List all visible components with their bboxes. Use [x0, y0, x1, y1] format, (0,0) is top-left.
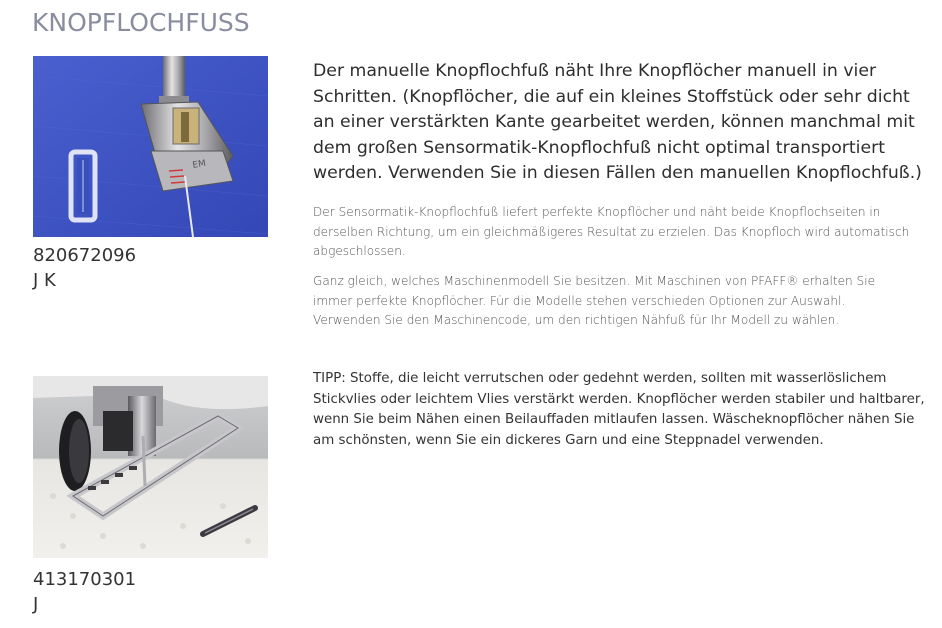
product-number: 413170301: [33, 569, 137, 590]
sensormatic-buttonhole-foot-photo: [33, 376, 268, 558]
svg-text:EM: EM: [191, 158, 207, 171]
product-code-1: [33, 243, 136, 293]
machine-code-paragraph: Ganz gleich, welches Maschinenmodell Sie besitzen. Mit Maschinen von PFAFF® erhalten Sie immer perfekte Knopflöcher. Für die Modelle stehen verschieden Optionen zur Auswahl. Verwenden Sie den Maschinencode, um den richtigen Nähfuß für Ihr Modell zu wählen.: [313, 274, 876, 328]
page-title: KNOPFLOCHFUSS: [32, 8, 250, 37]
tip-paragraph: TIPP: Stoffe, die leicht verrutschen oder gedehnt werden, sollten mit wasserlöslichem Stickvlies oder leichtem Vlies verstärkt werden. Knopflöcher werden stabiler und haltbarer, wenn Sie beim Nähen einen Beilauffaden mitlaufen lassen. Wäscheknopflöcher nähen Sie am schönsten, wenn Sie ein dickeres Garn und eine Steppnadel verwenden.: [313, 371, 925, 448]
product-code-2: [33, 567, 136, 617]
sensormatic-paragraph: Der Sensormatik-Knopflochfuß liefert perfekte Knopflöcher und näht beide Knopflochseiten in derselben Richtung, um ein gleichmäßigeres Resultat zu erzielen. Das Knopfloch wird automatisch abgeschlossen.: [313, 205, 910, 259]
manual-buttonhole-foot-photo: [33, 56, 268, 237]
product-number: 820672096: [33, 245, 137, 266]
machine-letters: J: [33, 594, 39, 615]
machine-letters: J K: [33, 270, 56, 291]
lead-paragraph: Der manuelle Knopflochfuß näht Ihre Knopflöcher manuell in vier Schritten. (Knopflöcher, die auf ein kleines Stoffstück oder sehr dicht an einer verstärkten Kante gearbeitet werden, können manchmal mit dem großen Sensormatik-Knopflochfuß nicht optimal transportiert werden. Verwenden Sie in diesen Fällen den manuellen Knopflochfuß.): [313, 61, 922, 183]
